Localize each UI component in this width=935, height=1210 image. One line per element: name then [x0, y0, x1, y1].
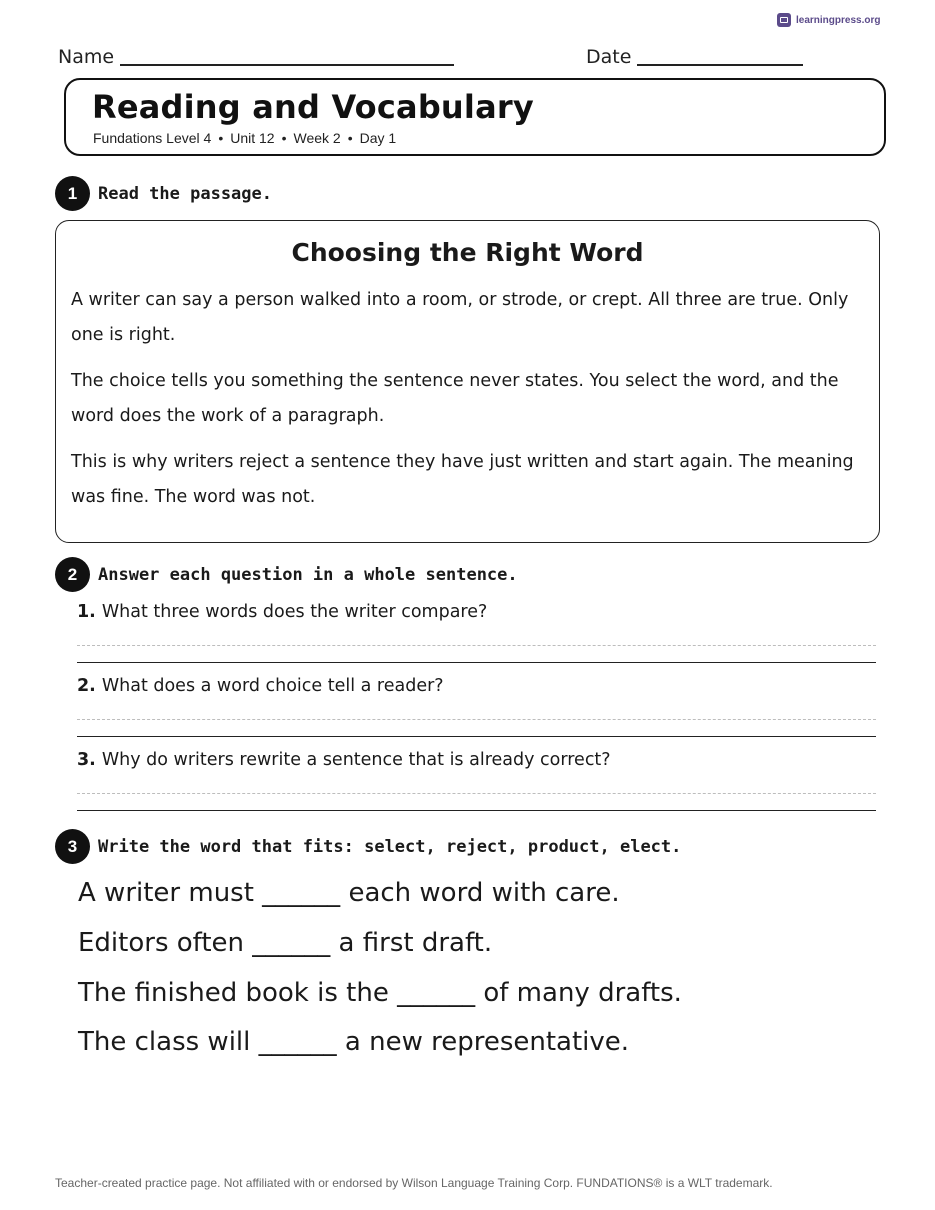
question-3 [77, 750, 611, 770]
date-line [637, 63, 803, 66]
subtitle-unit: Unit 12 [230, 130, 275, 146]
separator-dot: • [347, 130, 353, 146]
answer-guide-line [77, 645, 876, 646]
fill-in-sentence[interactable]: A writer must ______ each word with care. [78, 878, 620, 908]
date-label: Date [586, 46, 632, 68]
question-1 [77, 602, 487, 622]
question-number: 3. [77, 750, 96, 770]
section-label: Write the word that fits: select, reject, product, elect. [98, 836, 682, 857]
answer-line[interactable] [77, 662, 876, 663]
question-text: What does a word choice tell a reader? [101, 676, 444, 696]
question-number: 1. [77, 602, 96, 622]
fill-in-sentence[interactable]: The class will ______ a new representative. [78, 1027, 630, 1057]
answer-guide-line [77, 793, 876, 794]
header-box [64, 78, 886, 156]
brand-text: learningpress.org [796, 14, 881, 26]
subtitle-week: Week 2 [293, 130, 341, 146]
fill-in-sentence[interactable]: Editors often ______ a first draft. [78, 928, 493, 958]
separator-dot: • [218, 130, 224, 146]
footer-disclaimer: Teacher-created practice page. Not affiliated with or endorsed by Wilson Language Training Corp. FUNDATIONS® is a WLT trademark. [55, 1176, 773, 1190]
brand-logo[interactable] [777, 13, 880, 27]
question-number: 2. [77, 676, 96, 696]
separator-dot: • [281, 130, 287, 146]
section-number: 2 [55, 557, 90, 592]
passage-paragraph: The choice tells you something the sentence never states. You select the word, and the word does the work of a paragraph. [71, 371, 839, 426]
section-label: Read the passage. [98, 183, 272, 204]
answer-line[interactable] [77, 810, 876, 811]
answer-guide-line [77, 719, 876, 720]
subtitle-level: Fundations Level 4 [93, 130, 212, 146]
fill-in-sentence[interactable]: The finished book is the ______ of many drafts. [78, 978, 682, 1008]
book-icon [777, 13, 791, 27]
question-2 [77, 676, 444, 696]
section-2-heading [55, 557, 518, 592]
answer-line[interactable] [77, 736, 876, 737]
name-line [120, 63, 454, 66]
name-field[interactable] [58, 46, 454, 68]
section-number: 3 [55, 829, 90, 864]
page-title: Reading and Vocabulary [92, 88, 534, 126]
date-field[interactable] [586, 46, 803, 68]
subtitle-day: Day 1 [359, 130, 397, 146]
name-label: Name [58, 46, 115, 68]
passage-title: Choosing the Right Word [291, 238, 644, 267]
page-subtitle [93, 130, 396, 146]
section-label: Answer each question in a whole sentence. [98, 564, 518, 585]
passage-box [55, 220, 880, 543]
section-3-heading [55, 829, 681, 864]
question-text: Why do writers rewrite a sentence that is already correct? [101, 750, 611, 770]
section-1-heading [55, 176, 272, 211]
passage-paragraph: A writer can say a person walked into a room, or strode, or crept. All three are true. Only one is right. [71, 290, 849, 345]
section-number: 1 [55, 176, 90, 211]
question-text: What three words does the writer compare? [101, 602, 488, 622]
passage-paragraph: This is why writers reject a sentence they have just written and start again. The meaning was fine. The word was not. [71, 452, 854, 507]
